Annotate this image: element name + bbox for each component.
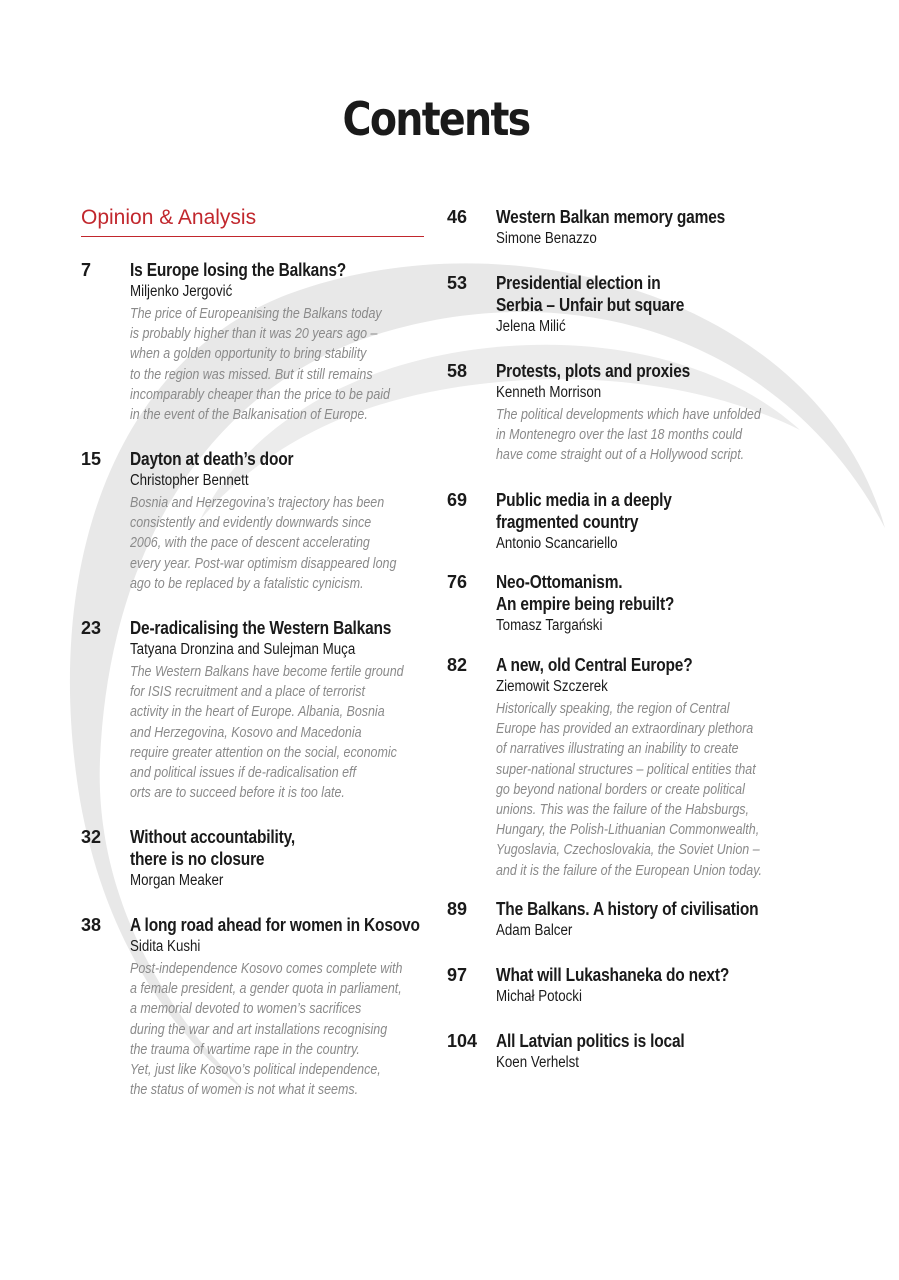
article-author: Koen Verhelst: [496, 1054, 580, 1071]
article-title[interactable]: What will Lukashaneka do next?: [496, 965, 730, 985]
article-description: Bosnia and Herzegovina’s trajectory has been consistently and evidently downwards since 2006, with the pace of descent accelerating every year. Post-war optimism disappeared long ago to be replaced by a fatalistic cynicism.: [130, 495, 397, 592]
article-title[interactable]: Neo-Ottomanism. An empire being rebuilt?: [496, 572, 675, 614]
page-number: 53: [447, 273, 468, 293]
article-author: Antonio Scancariello: [496, 535, 618, 552]
article-author: Tomasz Targański: [496, 617, 603, 634]
page-number: 32: [81, 827, 102, 847]
page-number: 38: [81, 915, 102, 935]
article-title[interactable]: Dayton at death’s door: [130, 449, 294, 469]
page-number: 7: [81, 260, 92, 280]
page-number: 82: [447, 655, 468, 675]
article-author: Adam Balcer: [496, 922, 573, 939]
page-number: 89: [447, 899, 468, 919]
article-title[interactable]: Is Europe losing the Balkans?: [130, 260, 347, 280]
page-number: 69: [447, 490, 468, 510]
page-number: 104: [447, 1031, 478, 1051]
article-title[interactable]: De-radicalising the Western Balkans: [130, 618, 392, 638]
article-author: Christopher Bennett: [130, 472, 249, 489]
article-title[interactable]: A new, old Central Europe?: [496, 655, 693, 675]
article-title[interactable]: Public media in a deeply fragmented country: [496, 490, 672, 532]
article-description: Historically speaking, the region of Central Europe has provided an extraordinary plethora of narratives illustrating an inability to create super-national structures – political entities that go beyond national borders or create political unions. This was the failure of the Habsburgs, Hungary, the Polish-Lithuanian Commonwealth, Yugoslavia, Czechoslovakia, the Soviet Union – and it is the failure of the European Union today.: [496, 701, 762, 879]
article-author: Sidita Kushi: [130, 938, 201, 955]
page-number: 23: [81, 618, 102, 638]
article-author: Tatyana Dronzina and Sulejman Muça: [130, 641, 356, 658]
page-number: 15: [81, 449, 102, 469]
article-author: Simone Benazzo: [496, 230, 597, 247]
article-title[interactable]: All Latvian politics is local: [496, 1031, 685, 1051]
article-title[interactable]: The Balkans. A history of civilisation: [496, 899, 759, 919]
page-title: Contents: [342, 92, 530, 146]
article-author: Michał Potocki: [496, 988, 582, 1005]
page-number: 46: [447, 207, 468, 227]
article-author: Morgan Meaker: [130, 872, 224, 889]
page-number: 97: [447, 965, 468, 985]
page-number: 76: [447, 572, 468, 592]
article-author: Kenneth Morrison: [496, 384, 602, 401]
article-description: The Western Balkans have become fertile ground for ISIS recruitment and a place of terrorist activity in the heart of Europe. Albania, Bosnia and Herzegovina, Kosovo and Macedonia require greater attention on the social, economic and political issues if de-radicalisation eff orts are to succeed before it is too late.: [130, 664, 404, 802]
article-title[interactable]: Presidential election in Serbia – Unfair but square: [496, 273, 685, 315]
article-author: Jelena Milić: [496, 318, 566, 335]
article-title[interactable]: Protests, plots and proxies: [496, 361, 691, 381]
section-heading: Opinion & Analysis: [81, 206, 257, 229]
article-description: Post-independence Kosovo comes complete with a female president, a gender quota in parliament, a memorial devoted to women’s sacrifices during the war and art installations recognising the trauma of wartime rape in the country. Yet, just like Kosovo’s political independence, the status of women is not what it seems.: [130, 961, 403, 1099]
article-description: The price of Europeanising the Balkans today is probably higher than it was 20 years ago – when a golden opportunity to bring stability to the region was missed. But it still remains incomparably cheaper than the price to be paid in the event of the Balkanisation of Europe.: [130, 306, 390, 424]
article-title[interactable]: A long road ahead for women in Kosovo: [130, 915, 420, 935]
article-description: The political developments which have unfolded in Montenegro over the last 18 months could have come straight out of a Hollywood script.: [496, 407, 761, 464]
section-divider: [81, 236, 424, 237]
article-author: Miljenko Jergović: [130, 283, 233, 300]
article-title[interactable]: Without accountability, there is no closure: [130, 827, 296, 869]
page-number: 58: [447, 361, 468, 381]
article-author: Ziemowit Szczerek: [496, 678, 608, 695]
article-title[interactable]: Western Balkan memory games: [496, 207, 726, 227]
